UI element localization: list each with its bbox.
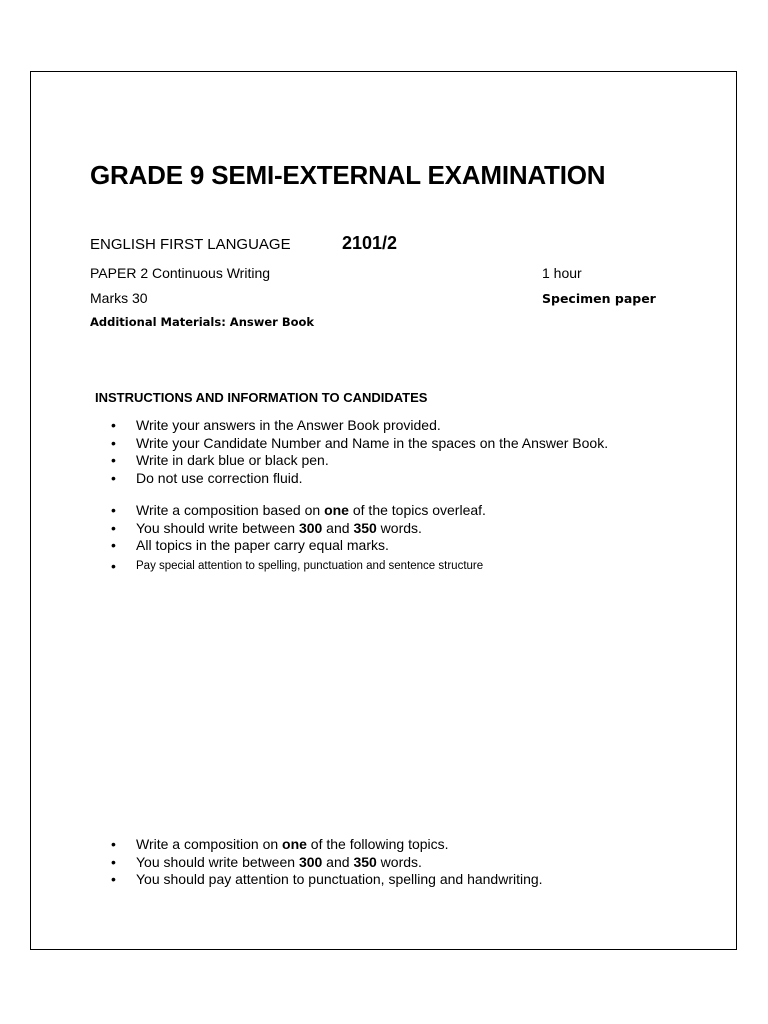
text-part: and bbox=[322, 519, 354, 536]
list-item-text: Write your answers in the Answer Book provided. bbox=[136, 417, 441, 433]
instructions-list-composition bbox=[111, 502, 486, 575]
exam-duration: 1 hour bbox=[542, 265, 582, 281]
list-item-text: You should pay attention to punctuation, spelling and handwriting. bbox=[136, 871, 543, 887]
emphasis-text: 350 bbox=[353, 519, 377, 536]
list-item bbox=[111, 854, 543, 872]
list-item bbox=[111, 417, 608, 435]
paper-name: PAPER 2 Continuous Writing bbox=[90, 265, 271, 281]
list-item bbox=[111, 470, 608, 488]
text-part: of the topics overleaf. bbox=[348, 502, 486, 518]
text-part: and bbox=[322, 853, 354, 870]
list-item-text bbox=[136, 520, 422, 536]
instructions-heading: INSTRUCTIONS AND INFORMATION TO CANDIDATES bbox=[95, 390, 428, 405]
list-item bbox=[111, 452, 608, 470]
bullet-icon: • bbox=[111, 469, 116, 486]
total-marks: Marks 30 bbox=[90, 290, 148, 306]
specimen-label: Specimen paper bbox=[542, 291, 656, 306]
emphasis-text: 300 bbox=[298, 519, 323, 536]
text-part: You should write between bbox=[136, 853, 299, 870]
bullet-icon: • bbox=[111, 417, 116, 433]
text-part: Write a composition on bbox=[136, 836, 283, 852]
bullet-icon: • bbox=[111, 452, 116, 468]
list-item bbox=[111, 836, 543, 854]
text-part: words. bbox=[376, 853, 422, 870]
list-item-text: All topics in the paper carry equal marks. bbox=[136, 537, 389, 553]
list-item-text: Write your Candidate Number and Name in the spaces on the Answer Book. bbox=[136, 434, 609, 451]
bullet-icon: • bbox=[111, 871, 116, 887]
bullet-icon: • bbox=[111, 836, 116, 852]
list-item bbox=[111, 558, 486, 575]
text-part: words. bbox=[376, 519, 422, 536]
emphasis-text: 350 bbox=[353, 853, 377, 870]
bullet-icon: • bbox=[111, 557, 116, 574]
instructions-list-topics bbox=[111, 836, 543, 889]
additional-materials: Additional Materials: Answer Book bbox=[90, 315, 315, 329]
list-item-text bbox=[136, 502, 486, 518]
list-item-text bbox=[136, 836, 449, 852]
text-part: of the following topics. bbox=[306, 836, 449, 852]
list-item-text: Do not use correction fluid. bbox=[136, 469, 303, 486]
emphasis-text: one bbox=[282, 836, 307, 852]
list-item bbox=[111, 871, 543, 889]
list-item bbox=[111, 537, 486, 555]
text-part: Write a composition based on bbox=[136, 502, 325, 518]
list-item-text: Pay special attention to spelling, punctuation and sentence structure bbox=[136, 559, 484, 572]
emphasis-text: 300 bbox=[298, 853, 323, 870]
list-item bbox=[111, 520, 486, 538]
subject-name: ENGLISH FIRST LANGUAGE bbox=[90, 236, 291, 253]
bullet-icon: • bbox=[111, 853, 116, 870]
bullet-icon: • bbox=[111, 537, 116, 553]
bullet-icon: • bbox=[111, 502, 116, 518]
subject-code: 2101/2 bbox=[342, 233, 398, 253]
emphasis-text: one bbox=[324, 502, 349, 518]
list-item bbox=[111, 502, 486, 520]
bullet-icon: • bbox=[111, 519, 116, 536]
bullet-icon: • bbox=[111, 434, 116, 451]
instructions-list-general bbox=[111, 417, 608, 487]
list-item bbox=[111, 435, 608, 453]
exam-title: GRADE 9 SEMI-EXTERNAL EXAMINATION bbox=[90, 160, 606, 190]
list-item-text: Write in dark blue or black pen. bbox=[136, 452, 329, 468]
list-item-text bbox=[136, 854, 422, 870]
text-part: You should write between bbox=[136, 519, 299, 536]
